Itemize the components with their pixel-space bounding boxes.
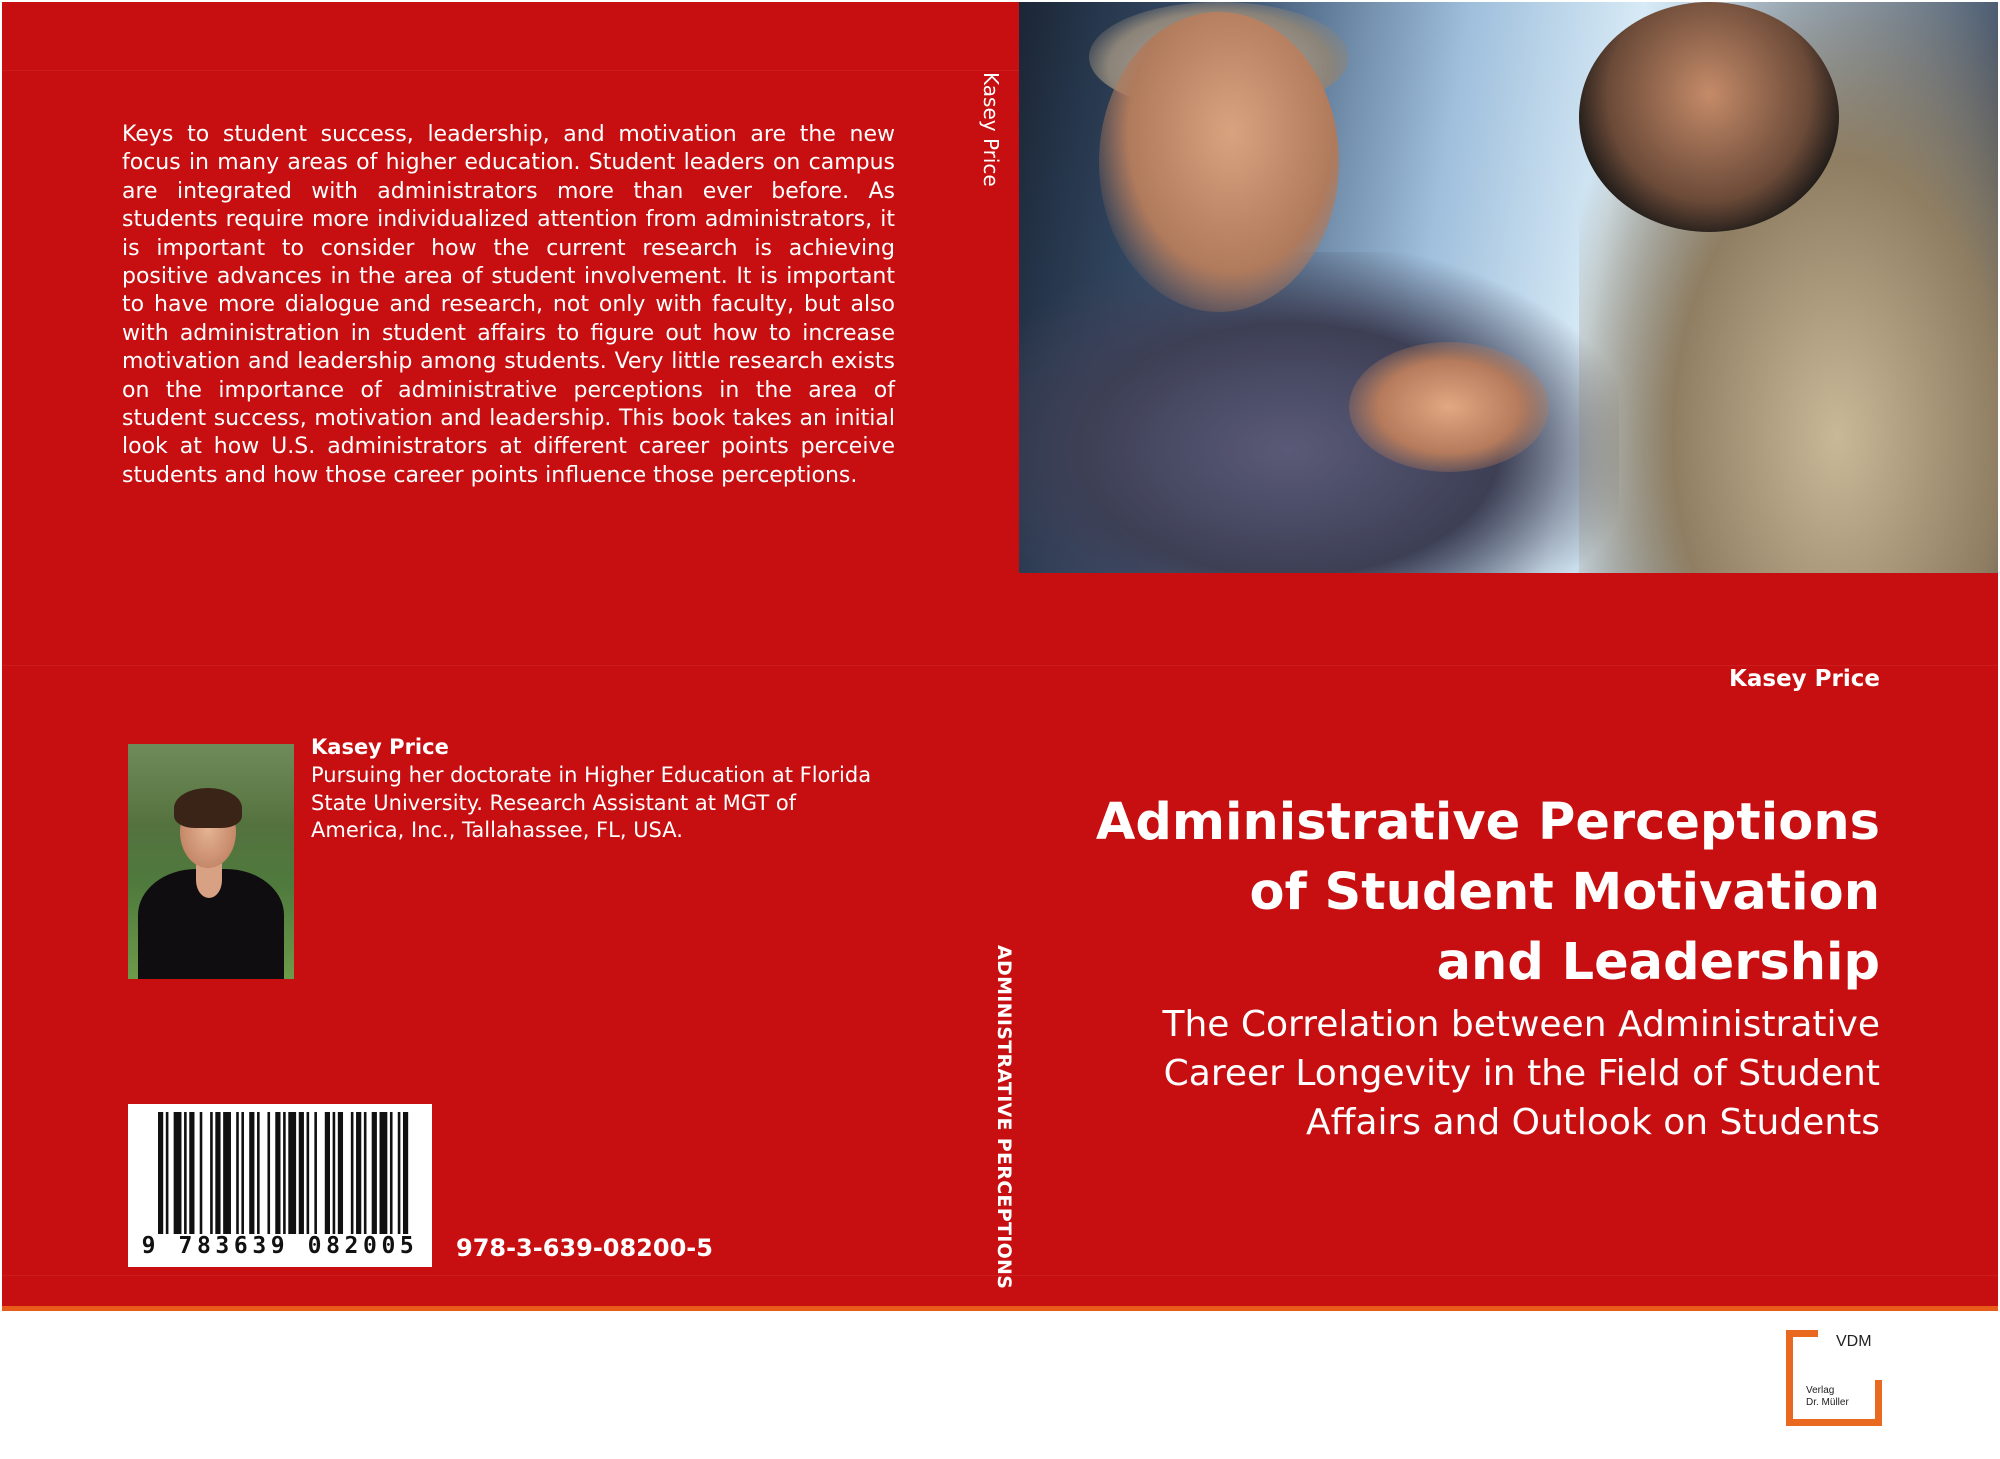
spine-title: ADMINISTRATIVE PERCEPTIONS (993, 945, 1015, 1290)
barcode-bar (372, 1112, 377, 1234)
publisher-name: VDM (1836, 1333, 1872, 1350)
isbn-number: 978-3-639-08200-5 (456, 1234, 713, 1262)
barcode-bar (236, 1112, 239, 1234)
barcode-bar (267, 1112, 270, 1234)
barcode-bar (364, 1112, 367, 1234)
barcode-bar (380, 1112, 388, 1234)
book-title (1060, 788, 1880, 998)
author-photo-hair (174, 788, 242, 828)
barcode-bar (166, 1112, 169, 1234)
barcode-bar (215, 1112, 220, 1234)
spine-author: Kasey Price (979, 72, 1003, 187)
book-title-line: Administrative Perceptions (1095, 793, 1880, 852)
barcode-bar (333, 1112, 336, 1234)
barcode-bar (288, 1112, 296, 1234)
barcode-bar (398, 1112, 401, 1234)
barcode-bar (356, 1112, 361, 1234)
barcode-bar (200, 1112, 203, 1234)
publisher-subline-2: Dr. Müller (1806, 1397, 1849, 1408)
barcode-bar (314, 1112, 317, 1234)
book-title-line: of Student Motivation (1249, 863, 1880, 922)
barcode-bar (283, 1112, 286, 1234)
barcode-bar (189, 1112, 194, 1234)
barcode-bar (241, 1112, 244, 1234)
barcode-bar (158, 1112, 163, 1234)
front-cover-author: Kasey Price (1729, 666, 1880, 692)
bio-author-name: Kasey Price (311, 735, 449, 759)
cover-photo-figure-left-face (1099, 12, 1339, 312)
barcode-bar (223, 1112, 231, 1234)
book-subtitle-line: The Correlation between Administrative (1162, 1004, 1880, 1045)
barcode-bar (210, 1112, 213, 1234)
book-subtitle-line: Career Longevity in the Field of Student (1163, 1053, 1880, 1094)
cover-photo-figure-right-head (1579, 2, 1839, 232)
book-subtitle-line: Affairs and Outlook on Students (1305, 1102, 1880, 1143)
cover-bottom-stripe (2, 1306, 1998, 1311)
barcode-bar (325, 1112, 330, 1234)
cover-photo-hand (1349, 342, 1549, 472)
barcode-bar (174, 1112, 182, 1234)
book-title-line: and Leadership (1436, 933, 1880, 992)
barcode-bar (257, 1112, 260, 1234)
author-photo (128, 744, 294, 979)
back-cover-blurb: Keys to student success, leadership, and motivation are the new focus in many areas of higher education. Student leaders on campus are integrated with administrators more than ever before. As students require more individualized attention from administrators, it is important to consider how the current research is achieving positive advances in the area of student involvement. It is important to have more dialogue and research, not only with faculty, but also with administration in student affairs to figure out how to increase motivation and leadership among students. Very little research exists on the importance of administrative perceptions in the area of student success, motivation and leadership. This book takes an initial look at how U.S. administrators at different career points perceive students and how those career points influence those perceptions. (122, 122, 895, 488)
publisher-subline (1806, 1385, 1876, 1409)
barcode-digits: 9 783639 082005 (141, 1233, 419, 1259)
book-subtitle (1060, 1000, 1880, 1147)
cover-photo (1019, 2, 1998, 573)
barcode-bar (403, 1112, 408, 1234)
barcode-bar (338, 1112, 343, 1234)
barcode-bar (307, 1112, 310, 1234)
barcode-bar (299, 1112, 304, 1234)
barcode (128, 1104, 432, 1267)
barcode-bar (390, 1112, 393, 1234)
barcode-bar (249, 1112, 254, 1234)
trim-guide-middle (2, 665, 1998, 666)
barcode-bars (158, 1112, 416, 1234)
barcode-bar (275, 1112, 280, 1234)
publisher-subline-1: Verlag (1806, 1385, 1835, 1396)
bio-text: Pursuing her doctorate in Higher Education at Florida State University. Research Assistant at MGT of America, Inc., Tallahassee, FL, USA. (311, 763, 872, 842)
barcode-bar (184, 1112, 187, 1234)
barcode-bar (351, 1112, 354, 1234)
